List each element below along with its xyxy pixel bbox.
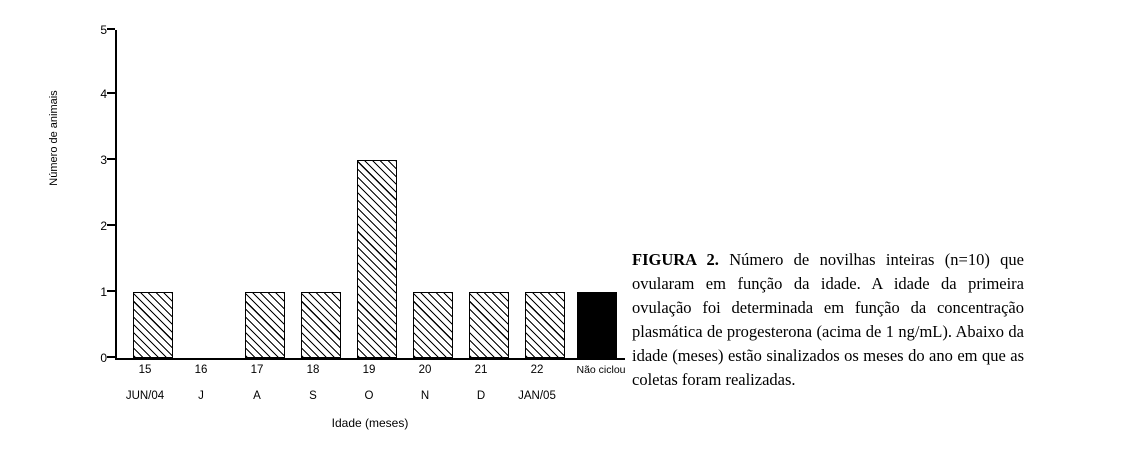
bar-slot-17 [237, 30, 293, 358]
y-tick-label-1: 1 [100, 285, 107, 299]
bar-nao-ciclou [577, 292, 617, 358]
x-axis-title: Idade (meses) [331, 416, 409, 430]
bar-slot-21 [461, 30, 517, 358]
figure-caption-text: Número de novilhas inteiras (n=10) que ovularam em função da idade. A idade da primeira ovulação foi determinada em função da concentração plasmática de progesterona (acima de 1 ng/mL). Abaixo da idade (meses) estão sinalizados os meses do ano em que as coletas foram realizadas. [632, 250, 1024, 389]
x-month-label-d: D [476, 390, 486, 402]
x-tick-label-21: 21 [474, 364, 488, 376]
x-tick-label-nao-ciclou: Não ciclou [576, 364, 626, 376]
y-tick-0 [107, 356, 115, 358]
bar-slot-19 [349, 30, 405, 358]
x-tick-label-18: 18 [306, 364, 320, 376]
x-tick-label-17: 17 [250, 364, 264, 376]
y-axis-title: Número de animais [48, 90, 60, 186]
y-tick-4 [107, 92, 115, 94]
x-month-label-n: N [420, 390, 430, 402]
y-tick-label-2: 2 [100, 219, 107, 233]
x-month-label-jan05: JAN/05 [518, 390, 556, 402]
bar-21 [469, 292, 509, 358]
plot-area [100, 23, 625, 365]
y-tick-label-0: 0 [100, 351, 107, 365]
y-tick-label-4: 4 [100, 87, 107, 101]
y-tick-5 [107, 28, 115, 30]
y-tick-3 [107, 158, 115, 160]
figure-caption-label: FIGURA 2. [632, 250, 719, 269]
bar-chart [48, 12, 640, 432]
bar-slot-16 [181, 30, 237, 358]
x-tick-label-20: 20 [418, 364, 432, 376]
bar-20 [413, 292, 453, 358]
x-month-label-jun04: JUN/04 [125, 390, 165, 402]
bar-17 [245, 292, 285, 358]
y-tick-1 [107, 290, 115, 292]
bar-slot-nao-ciclou [569, 30, 625, 358]
figure-caption [632, 248, 1024, 392]
y-tick-label-3: 3 [100, 153, 107, 167]
bar-19 [357, 160, 397, 358]
x-tick-label-19: 19 [362, 364, 376, 376]
x-month-label-a: A [253, 390, 261, 402]
x-tick-label-15: 15 [138, 364, 152, 376]
bar-slot-15 [125, 30, 181, 358]
bar-15 [133, 292, 173, 358]
bar-22 [525, 292, 565, 358]
x-month-label-s: S [309, 390, 317, 402]
x-month-label-j: J [198, 390, 204, 402]
bar-slot-18 [293, 30, 349, 358]
x-month-label-o: O [364, 390, 374, 402]
bar-slot-20 [405, 30, 461, 358]
x-axis-line [115, 358, 625, 360]
y-tick-label-5: 5 [100, 23, 107, 37]
bar-slot-22 [517, 30, 573, 358]
x-tick-label-16: 16 [194, 364, 208, 376]
bar-series [117, 30, 625, 358]
x-tick-label-22: 22 [530, 364, 544, 376]
bar-18 [301, 292, 341, 358]
y-tick-2 [107, 224, 115, 226]
